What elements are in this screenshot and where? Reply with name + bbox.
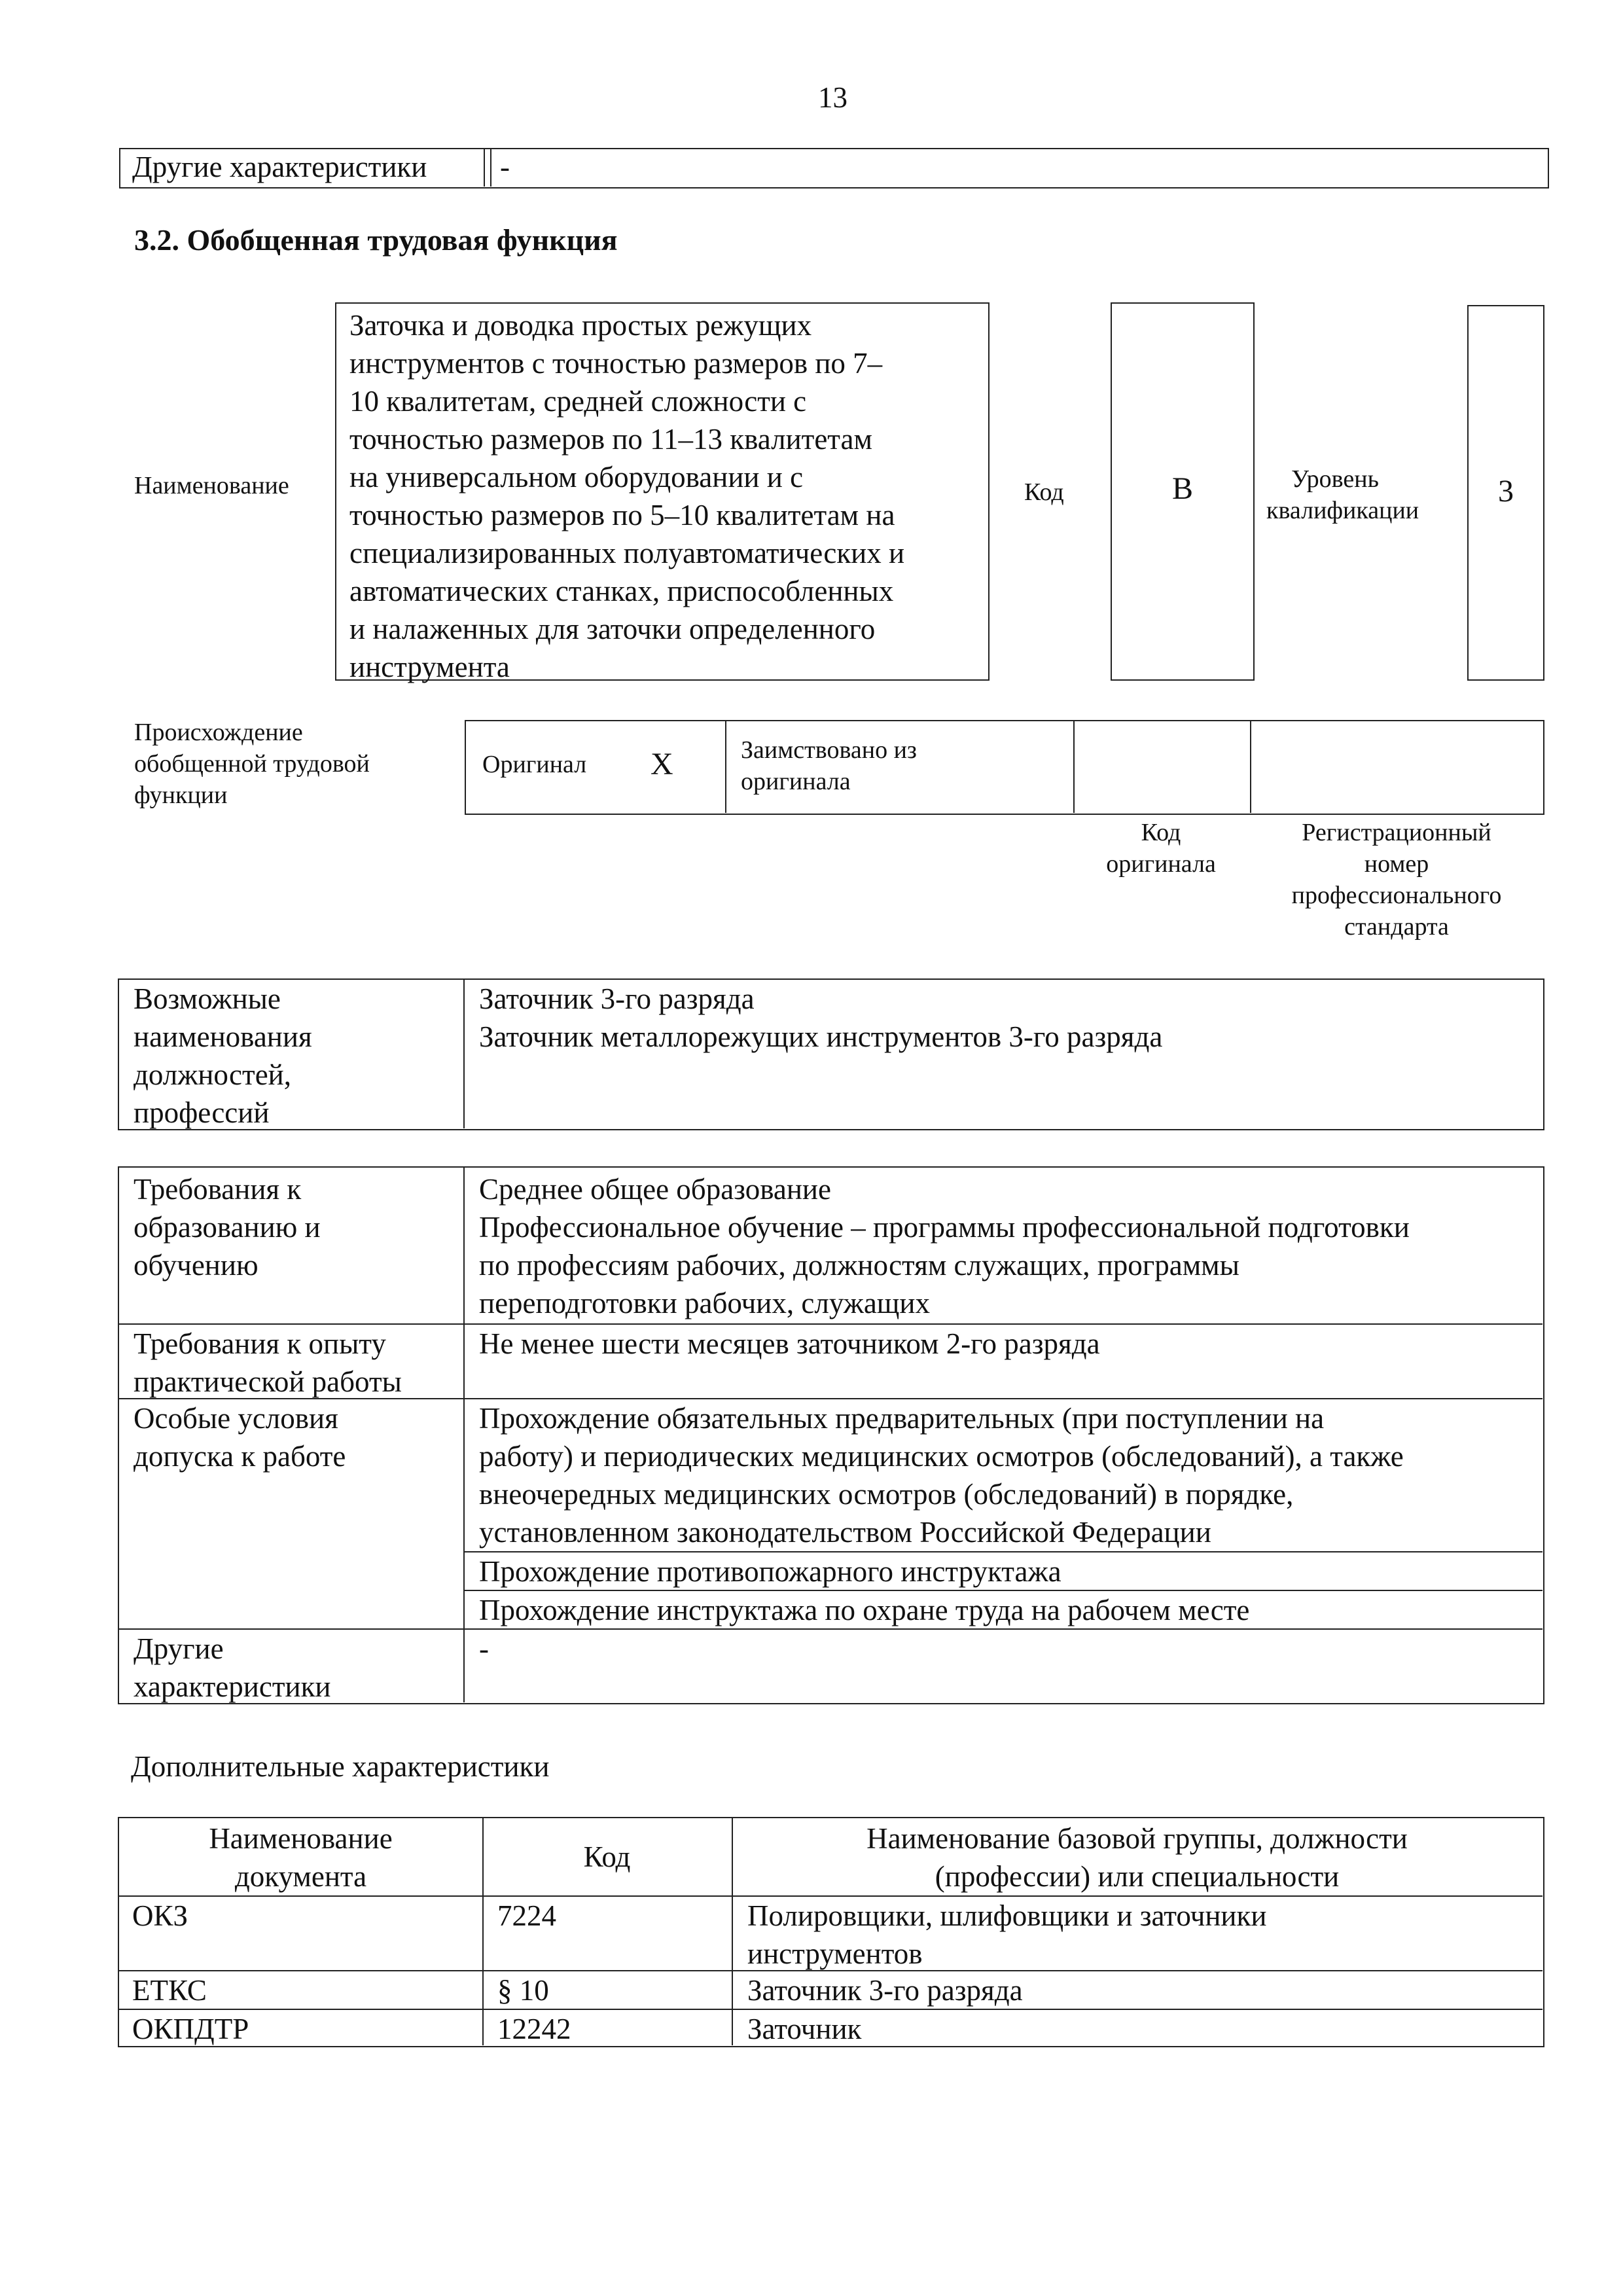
page-number: 13 [818,81,847,114]
level-label [1266,463,1419,526]
caption-line: Код [1141,819,1181,846]
row-name: Заточник 3-го разряда [747,1974,1023,2007]
education-label-line: образованию и [134,1211,321,1244]
conditions-line: внеочередных медицинских осмотров (обследований) в порядке, [479,1478,1294,1511]
original-label: Оригинал [482,751,587,778]
function-name-line: 10 квалитетам, средней сложности с [349,385,807,418]
top-row-divider [484,149,485,187]
function-name-line: специализированных полуавтоматических и [349,537,905,569]
header-line: Наименование базовой группы, должности [866,1822,1408,1855]
positions-divider [463,980,465,1128]
row-code: 7224 [497,1899,556,1932]
code-value: B [1171,471,1193,506]
other-label-line: характеристики [134,1670,331,1703]
original-code-caption [1073,817,1249,880]
position-item: Заточник металлорежущих инструментов 3-го разряда [479,1020,1163,1053]
caption-line: профессионального [1291,882,1502,909]
function-name-line: на универсальном оборудовании и с [349,461,804,493]
header-line: документа [234,1860,367,1893]
row-name-line: Полировщики, шлифовщики и заточники [747,1899,1267,1932]
conditions-line: работу) и периодических медицинских осмотров (обследований), а также [479,1440,1404,1473]
row-name: Заточник [747,2013,862,2045]
row-doc: ОКЗ [132,1899,188,1932]
conditions-line: Прохождение обязательных предварительных (при поступлении на [479,1402,1325,1435]
education-value [479,1170,1410,1322]
borrowed-label-line: оригинала [741,768,851,795]
additional-table [118,1817,1544,2047]
function-name-line: инструмента [349,651,510,683]
education-label-line: Требования к [134,1173,302,1206]
conditions-fire: Прохождение противопожарного инструктажа [479,1555,1061,1588]
positions-label-line: Возможные [134,982,281,1015]
caption-line: оригинала [1106,850,1216,878]
row-code: 12242 [497,2013,571,2045]
header-line: (профессии) или специальности [935,1860,1340,1893]
top-other-label: Другие характеристики [132,151,427,183]
top-row-divider-2 [490,149,491,187]
origin-divider [1250,721,1251,813]
origin-label [134,717,370,811]
origin-divider [1073,721,1075,813]
row-name-line: инструментов [747,1937,923,1970]
experience-label-line: практической работы [134,1365,402,1398]
conditions-label-line: допуска к работе [134,1440,346,1473]
level-value: 3 [1498,474,1514,509]
function-name-box [335,302,990,681]
conditions-safety: Прохождение инструктажа по охране труда на рабочем месте [479,1594,1250,1626]
name-label: Наименование [134,472,289,499]
borrowed-label [741,734,917,797]
level-label-line-2: квалификации [1266,497,1419,524]
positions-label-line: профессий [134,1096,270,1129]
education-line: по профессиям рабочих, должностям служащих, программы [479,1249,1240,1282]
origin-table [465,720,1544,815]
registration-number-caption [1249,817,1544,942]
additional-title: Дополнительные характеристики [131,1750,550,1783]
other-value: - [479,1632,489,1665]
function-name-line: и налаженных для заточки определенного [349,613,876,645]
positions-label [134,980,312,1132]
borrowed-label-line: Заимствовано из [741,736,917,764]
function-name-line: автоматических станках, приспособленных [349,575,894,607]
caption-line: номер [1364,850,1429,878]
experience-value: Не менее шести месяцев заточником 2-го разряда [479,1327,1100,1360]
header-document [119,1820,482,1895]
conditions-line: установленном законодательством Российской Федерации [479,1516,1211,1549]
caption-line: Регистрационный [1302,819,1491,846]
origin-divider [725,721,726,813]
function-name-line: инструментов с точностью размеров по 7– [349,347,883,380]
positions-table [118,978,1544,1130]
original-mark: X [651,747,673,781]
row-name [747,1897,1266,1973]
header-code: Код [583,1840,631,1873]
origin-label-line: Происхождение [134,719,303,746]
education-line: Среднее общее образование [479,1173,831,1206]
row-code: § 10 [497,1974,549,2007]
position-item: Заточник 3-го разряда [479,982,755,1015]
level-label-line-1: Уровень [1291,465,1379,493]
other-label [134,1630,331,1706]
origin-label-line: функции [134,781,228,809]
conditions-label [134,1399,346,1475]
experience-label [134,1325,402,1401]
caption-line: стандарта [1344,913,1449,941]
function-name-line: точностью размеров по 5–10 квалитетам на [349,499,895,531]
experience-label-line: Требования к опыту [134,1327,386,1360]
education-label-line: обучению [134,1249,259,1282]
positions-label-line: наименования [134,1020,312,1053]
requirements-divider [463,1168,465,1702]
positions-label-line: должностей, [134,1058,291,1091]
code-box [1111,302,1255,681]
function-name-line: Заточка и доводка простых режущих [349,309,812,342]
function-name-line: точностью размеров по 11–13 квалитетам [349,423,872,456]
education-label [134,1170,321,1284]
header-line: Наименование [209,1822,393,1855]
header-group [732,1820,1543,1895]
other-label-line: Другие [134,1632,224,1665]
origin-label-line: обобщенной трудовой [134,750,370,778]
positions-values [479,980,1162,1056]
section-title: 3.2. Обобщенная трудовая функция [134,223,618,257]
level-box [1467,305,1544,681]
function-name-text [349,306,904,686]
conditions-medical [479,1399,1404,1551]
requirements-table [118,1166,1544,1704]
code-label: Код [1024,478,1064,506]
education-line: Профессиональное обучение – программы профессиональной подготовки [479,1211,1410,1244]
top-other-value: - [500,151,510,183]
education-line: переподготовки рабочих, служащих [479,1287,931,1319]
row-doc: ОКПДТР [132,2013,249,2045]
row-doc: ЕТКС [132,1974,207,2007]
top-other-row [119,148,1549,188]
conditions-label-line: Особые условия [134,1402,338,1435]
